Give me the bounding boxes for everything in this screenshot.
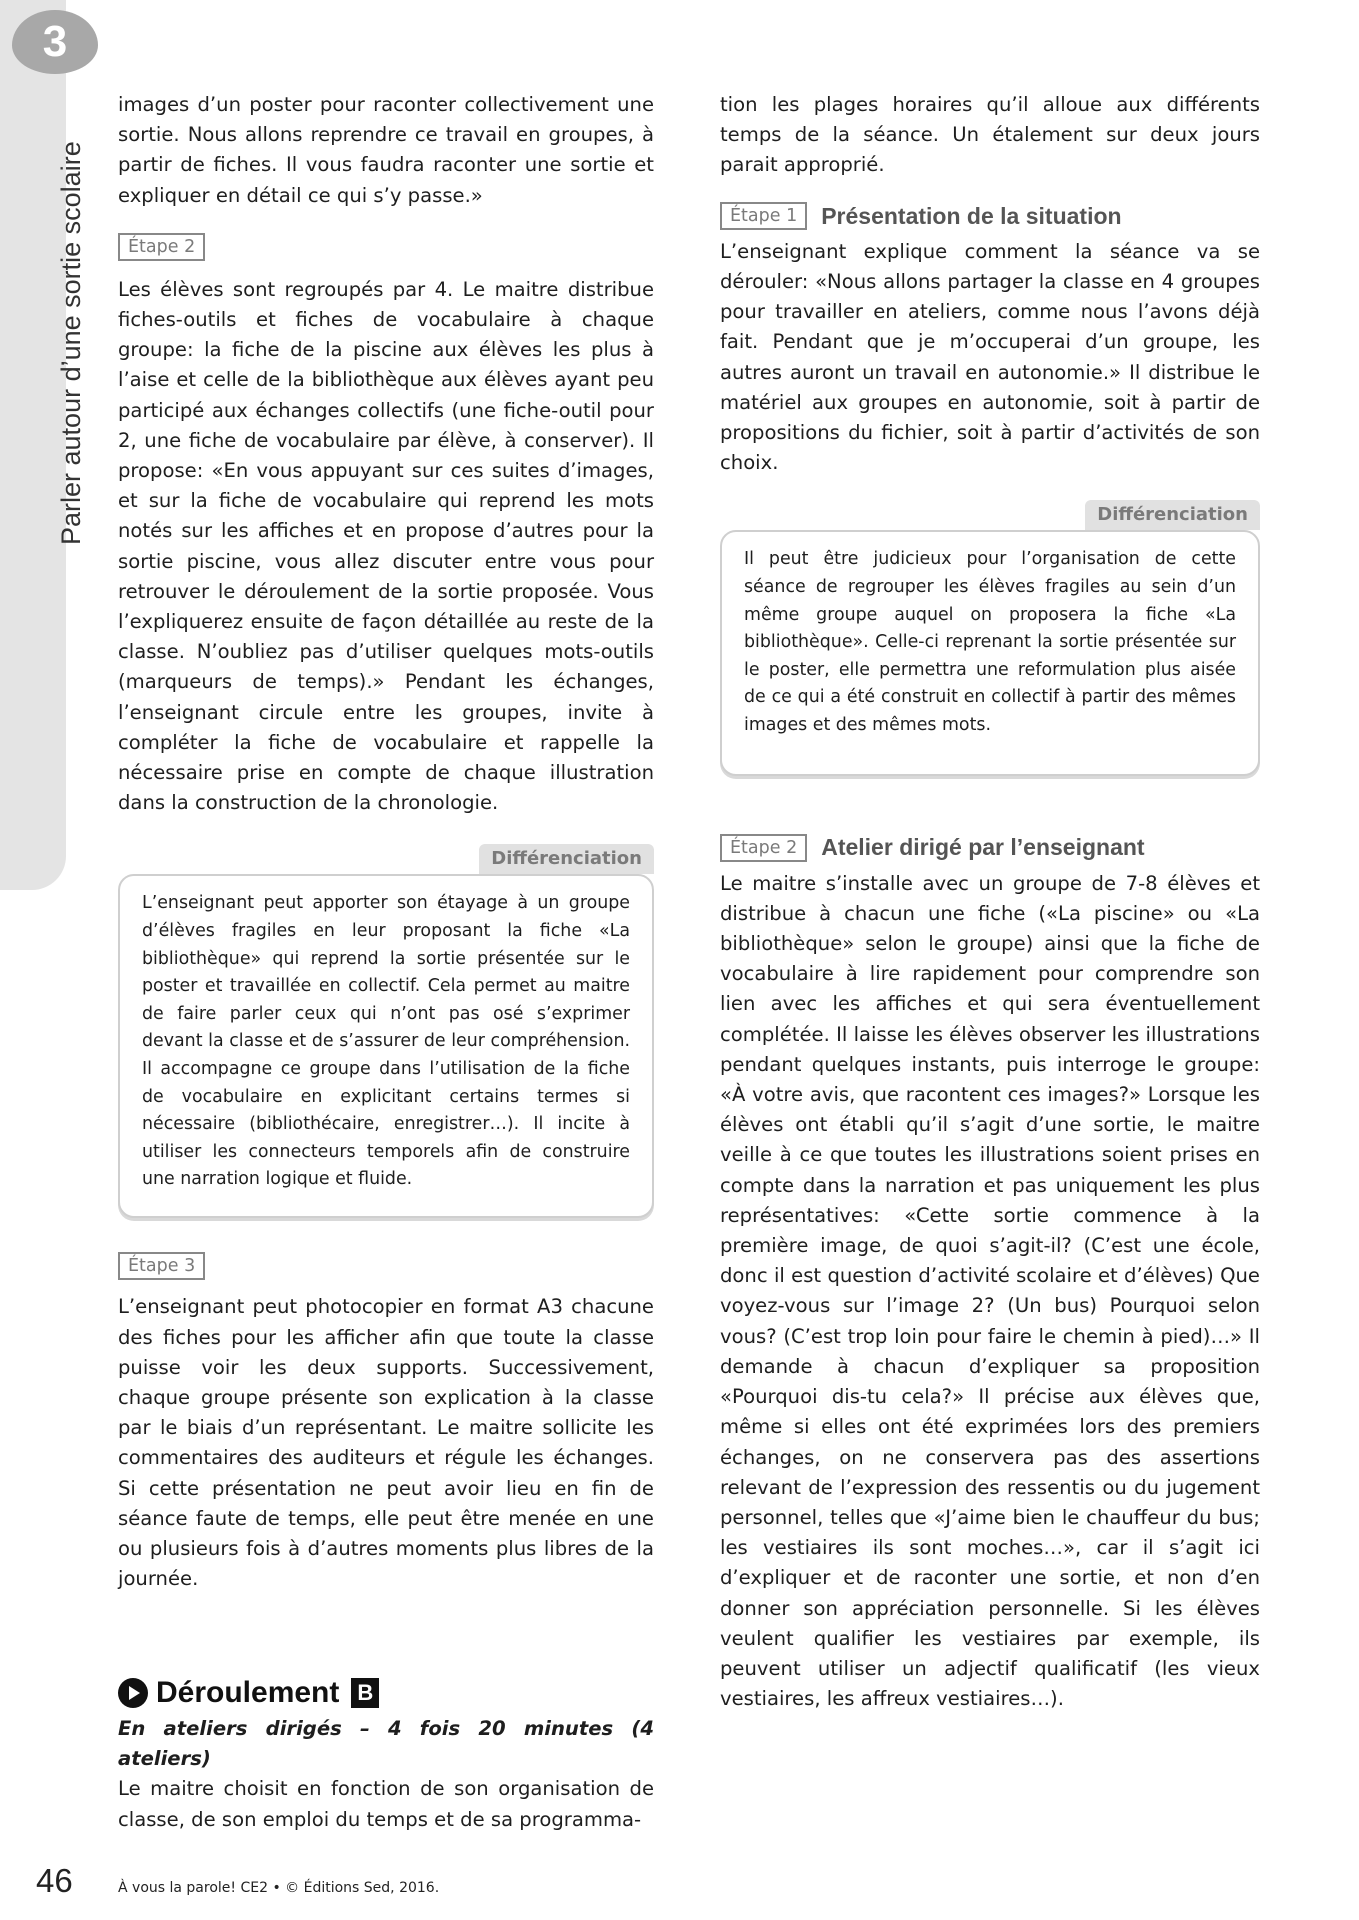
right-intro-paragraph: tion les plages horaires qu’il alloue aux différents temps de la séance. Un étalement sur deux jours parait approprié. [720, 93, 1260, 177]
right-etape2-heading [720, 832, 1260, 862]
etape-tag: Étape 2 [118, 233, 205, 261]
etape-tag: Étape 1 [720, 202, 807, 230]
deroulement-title: Déroulement [156, 1676, 340, 1709]
chapter-number-badge: 3 [12, 10, 98, 74]
differentiation-panel [118, 874, 654, 1218]
right-etape2-paragraph: Le maitre s’installe avec un groupe de 7-8 élèves et distribue à chacun une fiche («La piscine» ou «La bibliothèque» selon le groupe) ainsi que la fiche de vocabulaire à lire rapidement pour comprendre son lien avec les affiches et qui sera éventuellement complétée. Il laisse les élèves observer les illustrations pendant quelques instants, puis interroge le groupe: «À votre avis, que racontent ces images?» Lorsque les élèves ont établi qu’il s’agit d’une sortie, le maitre veille à ce que toutes les illustrations soient prises en compte dans la narration et pas uniquement les plus représentatives: «Cette sortie commence à la première image, de quoi s’agit-il? (C’est une école, donc il est question d’activité scolaire et d’élèves) Que voyez-vous sur l’image 2? (Un bus) Pourquoi selon vous? (C’est trop loin pour faire le chemin à pied)…» Il demande à chacun d’expliquer sa proposition «Pourquoi dis-tu cela?» Il précise aux élèves que, même si elles ont été exprimées lors des premiers échanges, on ne conservera pas des assertions relevant de l’expression des ressentis ou du jugement personnel, telles que «J’aime bien le chauffeur du bus; les vestiaires ils sont moches…», car il s’agit ici d’expliquer et de raconter une sortie, et non d’en donner son appréciation personnelle. Si les élèves veulent qualifier les vestiaires par exemple, ils peuvent utiliser un adjectif qualificatif (les vieux vestiaires, les affreux vestiaires…). [720, 871, 1260, 1711]
left-etape2-heading [118, 233, 654, 261]
etape-tag: Étape 3 [118, 1252, 205, 1280]
deroulement-subtitle: En ateliers dirigés – 4 fois 20 minutes (4 ateliers) [118, 1717, 654, 1771]
left-differentiation-box [118, 844, 654, 1244]
right-etape1-heading [720, 201, 1260, 231]
right-differentiation-box [720, 500, 1260, 800]
left-column [118, 90, 654, 1595]
page-number: 46 [36, 1862, 73, 1899]
deroulement-paragraph: Le maitre choisit en fonction de son organisation de classe, de son emploi du temps et de sa programma- [118, 1777, 654, 1831]
left-etape2-paragraph: Les élèves sont regroupés par 4. Le maitre distribue fiches-outils et fiches de vocabulaire à chaque groupe: la fiche de la piscine aux élèves les plus à l’aise et celle de la bibliothèque aux élèves ayant peu participé aux échanges collectifs (une fiche-outil pour 2, une fiche de vocabulaire par élève, à conserver). Il propose: «En vous appuyant sur ces suites d’images, et sur la fiche de vocabulaire qui reprend les mots notés sur les affiches et en propose d’autres pour la sortie piscine, vous allez discuter entre vous pour retrouver le déroulement de la sortie proposée. Vous l’expliquerez ensuite de façon détaillée au reste de la classe. N’oubliez pas d’utiliser quelques mots-outils (marqueurs de temps).» Pendant les échanges, l’enseignant circule entre les groupes, invite à compléter la fiche de vocabulaire et rappelle la nécessaire prise en compte de chaque illustration dans la construction de la chronologie. [118, 277, 654, 815]
step-title: Atelier dirigé par l’enseignant [821, 834, 1145, 861]
right-column [720, 90, 1260, 1714]
footer-copyright: À vous la parole! CE2 • © Éditions Sed, 2016. [118, 1880, 440, 1896]
differentiation-text: L’enseignant peut apporter son étayage à un groupe d’élèves fragiles en leur proposant la fiche «La bibliothèque» qui reprend la sortie présentée sur le poster et travaillée en collectif. Cela permet au maitre de faire parler ceux qui n’ont pas osé s’exprimer devant la classe et de s’assurer de leur compréhension. Il accompagne ce groupe dans l’utilisation de la fiche de vocabulaire en explicitant certains termes si nécessaire (bibliothécaire, enregistrer…). Il incite à utiliser les connecteurs temporels afin de construire une narration logique et fluide. [142, 893, 630, 1190]
left-intro-paragraph: images d’un poster pour raconter collectivement une sortie. Nous allons reprendre ce travail en groupes, à partir de fiches. Il vous faudra raconter une sortie et expliquer en détail ce qui s’y passe.» [118, 93, 654, 207]
right-etape1-paragraph: L’enseignant explique comment la séance va se dérouler: «Nous allons partager la classe en 4 groupes pour travailler en ateliers, comme nous l’avons déjà fait. Pendant que je m’occuperai d’un groupe, les autres auront un travail en autonomie.» Il distribue le matériel aux groupes en autonomie, soit à partir de propositions du fichier, soit à partir d’activités de son choix. [720, 239, 1260, 475]
deroulement-body [118, 1714, 654, 1835]
deroulement-badge: B [351, 1678, 379, 1708]
step-title: Présentation de la situation [821, 202, 1122, 229]
differentiation-text: Il peut être judicieux pour l’organisation de cette séance de regrouper les élèves fragiles au sein d’un même groupe auquel on proposera la fiche «La bibliothèque». Celle-ci reprenant la sortie présentée sur le poster, elle permettra une reformulation plus aisée de ce qui a été construit en collectif à partir des mêmes images et des mêmes mots. [744, 549, 1236, 735]
differentiation-label: Différenciation [479, 844, 654, 874]
left-etape3-paragraph: L’enseignant peut photocopier en format A3 chacune des fiches pour les afficher afin que toute la classe puisse voir les deux supports. Successivement, chaque groupe présente son explication à la classe par le biais d’un représentant. Le maitre sollicite les commentaires des auditeurs et régule les échanges. Si cette présentation ne peut avoir lieu en fin de séance faute de temps, elle peut être menée en une ou plusieurs fois à d’autres moments plus libres de la journée. [118, 1295, 654, 1591]
differentiation-label: Différenciation [1085, 500, 1260, 530]
play-icon [118, 1678, 148, 1708]
chapter-title: Parler autour d’une sortie scolaire [56, 141, 86, 545]
left-etape3-heading [118, 1252, 654, 1280]
differentiation-panel [720, 530, 1260, 776]
deroulement-heading [118, 1676, 379, 1710]
etape-tag: Étape 2 [720, 834, 807, 862]
